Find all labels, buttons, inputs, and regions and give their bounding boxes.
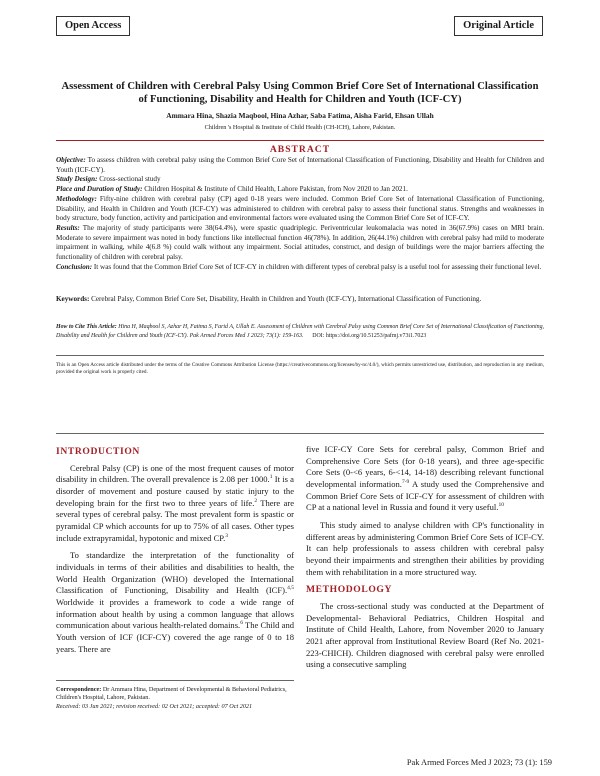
- abstract-body: [56, 156, 544, 272]
- reference-marker: 6: [240, 620, 243, 627]
- objective-text: To assess children with cerebral palsy using the Common Brief Core Set of International Classification of Functioning, Disability and Health for Children and Youth (ICF-CY).: [56, 156, 544, 174]
- article-type-badge: Original Article: [454, 16, 543, 36]
- intro-paragraph: [306, 444, 544, 514]
- intro-text: A study used the Comprehensive and Common Brief Core Sets of ICF-CY for assessment of children with CP at a national level in Russia and found it very useful.: [306, 478, 544, 513]
- intro-paragraph: This study aimed to analyse children with CP's functionality in different areas by administering Common Brief Core Sets of ICF-CY. It can help professionals to assess children with cerebral palsy beyond their impairments and strengthen their abilities by providing them with rehabilitation in a more structured way.: [306, 519, 545, 577]
- open-access-badge: Open Access: [56, 16, 130, 36]
- intro-text: Cerebral Palsy (CP) is one of the most frequent causes of motor disability in children. The overall prevalence is 2.08 per 1000.: [56, 462, 294, 485]
- reference-marker: 2: [254, 497, 258, 504]
- keywords: [56, 295, 544, 305]
- conclusion-text: It was found that the Common Brief Core Set of ICF-CY in children with different types of cerebral palsy is a useful tool for assessing their functional level.: [92, 262, 542, 271]
- right-column: [306, 444, 544, 677]
- objective-label: Objective:: [56, 156, 86, 164]
- design-text: Cross-sectional study: [97, 175, 161, 184]
- conclusion-label: Conclusion:: [56, 262, 93, 271]
- correspondence-label: Correspondence:: [56, 686, 102, 693]
- correspondence-text: Dr Ammara Hina, Department of Developmental & Behavioral Pediatrics, Children's Hospital, Lahore, Pakistan.: [56, 686, 287, 702]
- reference-marker: 1: [269, 474, 273, 481]
- methodology-heading: METHODOLOGY: [306, 584, 393, 596]
- doi-link[interactable]: DOI: https://doi.org/10.51253/pafmj.v73i1.7023: [312, 332, 427, 339]
- intro-text: five ICF-CY Core Sets for cerebral palsy, Common Brief and Comprehensive Core Sets (for 0-18 years), and three age-specific Core Sets (0-<6 years, 6-<14, 14-18) describing relevant functional developmental information.: [306, 444, 544, 489]
- reference-marker: 3: [225, 532, 228, 539]
- methodology-paragraph: The cross-sectional study was conducted at the Department of Developmental- Behavioral Pediatrics, Children Hospital and Institute of Child Health, Lahore, from November 2020 to January 2021 after approval from Institutional Review Board (Ref No. 2021-223-CHICH). Children diagnosed with cerebral palsy were enrolled using a consecutive sampling: [306, 600, 544, 670]
- intro-text: The Child and Youth version of ICF (ICF-CY) covered the age range of 0 to 18 years. There are: [56, 620, 294, 654]
- page-footer: Pak Armed Forces Med J 2023; 73 (1): 159: [406, 758, 552, 767]
- abstract-design: [56, 175, 544, 185]
- abstract-conclusion: [56, 263, 544, 273]
- abstract-heading: ABSTRACT: [56, 140, 544, 155]
- intro-text: There are several types of cerebral palsy. The most prevalent form is spastic or pyramidal CP which accounts for up to 75% of all cases. Other types include extrapyramidal, hypotonic and mixed CP.: [56, 497, 294, 543]
- divider: [56, 355, 544, 356]
- introduction-heading: INTRODUCTION: [56, 446, 140, 457]
- keywords-label: Keywords:: [56, 295, 90, 303]
- abstract-methodology: [56, 195, 544, 224]
- place-label: Place and Duration of Study:: [56, 185, 143, 194]
- reference-marker: 7-9: [401, 479, 410, 486]
- intro-text: To standardize the interpretation of the functionality of individuals in terms of their abilities and disabilities to health, the World Health Organization (WHO) developed the International Classification of Functioning, Disability and Health (ICF).: [56, 550, 294, 596]
- author-list: Ammara Hina, Shazia Maqbool, Hina Azhar, Saba Fatima, Aisha Farid, Ehsan Ullah: [166, 111, 434, 120]
- methodology-label: Methodology:: [56, 194, 97, 203]
- divider: [56, 433, 544, 434]
- intro-paragraph: [56, 463, 294, 545]
- reference-marker: 4,5: [287, 585, 294, 592]
- license-statement: This is an Open Access article distributed under the terms of the Creative Commons Attribution License (https://creativecommons.org/licenses/by-nc/4.0/), which permits unrestricted use, distribution, and reproduction in any medium, provided the original work is properly cited.: [56, 362, 544, 376]
- methodology-text: Fifty-nine children with cerebral palsy (CP) aged 0-18 years were included. Common Brief Core Set of International Classification of Functioning, Disability, and Health in Children and Youth (ICF-CY) was administered to children with cerebral palsy to assess their functional status. Strengths and weaknesses in body structure, body function, activity and participation and environmental factors were evaluated using the Common Brief Core Set of ICF-CY.: [56, 194, 544, 223]
- citation: [56, 323, 544, 341]
- article-dates: Received: 03 Jun 2021; revision received: 02 Oct 2021; accepted: 07 Oct 2021: [56, 702, 253, 710]
- keywords-text: Cerebral Palsy, Common Brief Core Set, Disability, Health in Children and Youth (ICF-CY), International Classification of Functioning.: [89, 295, 482, 303]
- affiliation: Children 's Hospital & Institute of Child Health (CH-ICH), Lahore, Pakistan.: [204, 124, 396, 131]
- correspondence-note: [56, 680, 294, 711]
- left-column: [56, 444, 294, 661]
- abstract-place: [56, 185, 544, 195]
- results-text: The majority of study participants were 38(64.4%), were spastic quadriplegic. Periventricular leukomalacia was noted in 36(67.9%) cases on MRI brain. Moderate to severe impairment was noted in body functions like intellectual function 46(78%). In addition, 26(44.1%) children with cerebral palsy had mild to moderate impairment in walking, while 4(6.8 %) could walk without any impairment. Social attitudes, construct, and design of buildings were the major barriers affecting the functionality of children with cerebral palsy.: [56, 223, 544, 262]
- abstract-objective: [56, 156, 544, 175]
- citation-label: How to Cite This Article:: [56, 324, 117, 330]
- results-label: Results:: [56, 223, 80, 232]
- intro-text: Worldwide it provides a framework to code a wide range of information about health by using a common language that allows communication about various health-related domains.: [56, 596, 294, 631]
- design-label: Study Design:: [56, 175, 98, 184]
- abstract-results: [56, 224, 544, 263]
- citation-text: Hina H, Maqbool S, Azhar H, Fatima S, Farid A, Ullah E. Assessment of Children with Cerebral Palsy using Common Brief Core Set of International Classification of Functioning, Disability and Health for Children and Youth (ICF-CY). Pak Armed Forces Med J 2023; 73(1): 159-163.: [56, 324, 544, 339]
- reference-marker: 10: [498, 502, 504, 509]
- place-text: Children Hospital & Institute of Child Health, Lahore Pakistan, from Nov 2020 to Jan 2021.: [142, 185, 408, 194]
- intro-text: It is a disorder of movement and posture caused by static injury to the developing brain for the first two to three years of life.: [56, 474, 294, 508]
- article-title: Assessment of Children with Cerebral Palsy Using Common Brief Core Set of International Classification of Functioning, Disability and Health for Children and Youth (ICF-CY): [61, 81, 539, 105]
- intro-paragraph: [56, 550, 294, 655]
